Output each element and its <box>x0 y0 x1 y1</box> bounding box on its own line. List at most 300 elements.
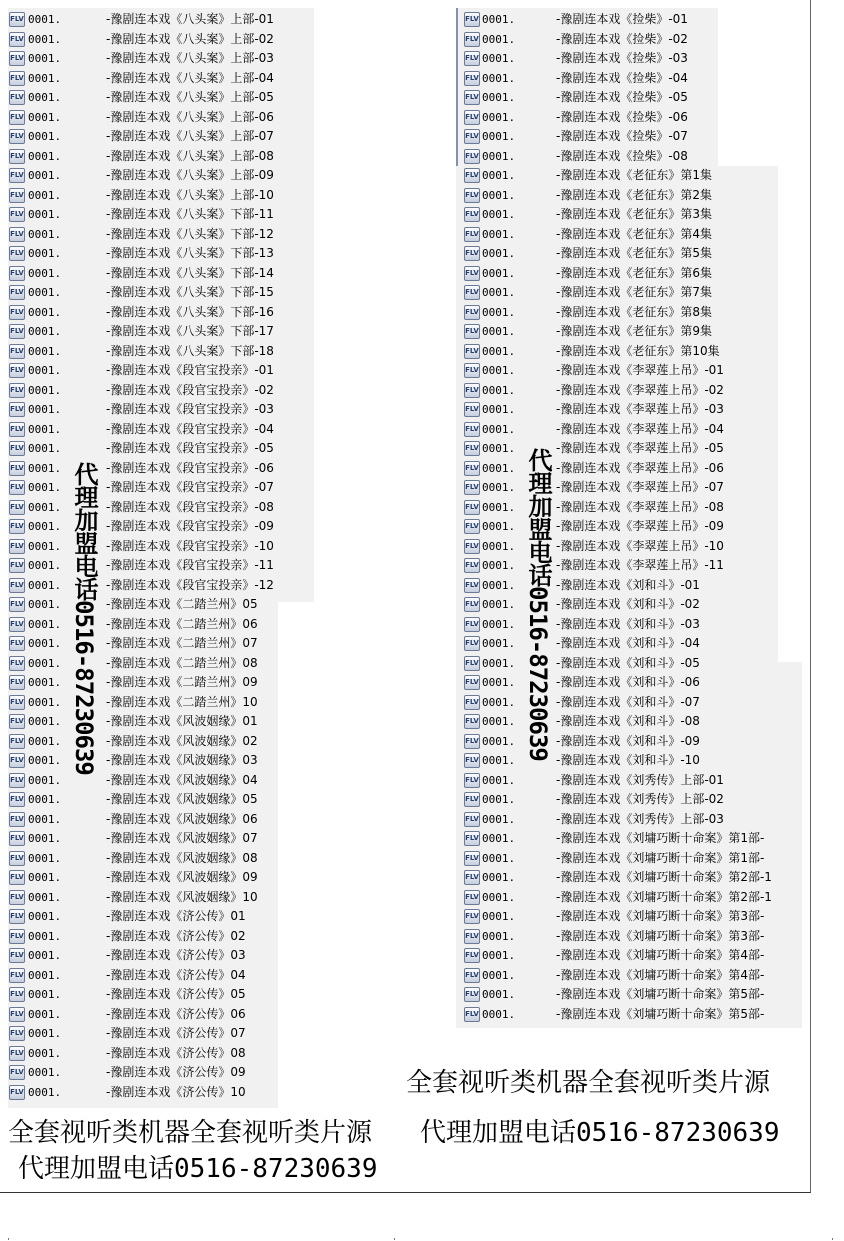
flv-file-icon: FLV <box>464 305 480 320</box>
file-number: 0001. <box>482 286 516 299</box>
flv-file-icon: FLV <box>464 734 480 749</box>
file-number: 0001. <box>482 559 516 572</box>
file-title: -豫剧连本戏《济公传》02 <box>106 928 246 943</box>
file-title: -豫剧连本戏《李翠莲上吊》-08 <box>556 499 724 514</box>
file-row[interactable] <box>392 381 810 401</box>
file-row[interactable] <box>0 108 392 128</box>
flv-file-icon: FLV <box>9 324 25 339</box>
file-number: 0001. <box>28 812 62 826</box>
flv-file-icon: FLV <box>9 461 25 476</box>
flv-file-icon: FLV <box>464 168 480 183</box>
file-number: 0001. <box>482 461 516 475</box>
left-caption-slogan: 全套视听类机器全套视听类片源 <box>8 1118 373 1148</box>
file-number: 0001. <box>28 871 62 884</box>
bottom-tick-mark <box>394 1238 395 1240</box>
flv-file-icon: FLV <box>464 461 480 476</box>
file-title: -豫剧连本戏《捡柴》-07 <box>556 129 688 143</box>
file-row[interactable] <box>392 420 810 440</box>
file-number: 0001. <box>28 130 62 143</box>
flv-file-icon: FLV <box>9 246 25 261</box>
file-row[interactable] <box>0 147 392 167</box>
file-row[interactable] <box>392 829 810 849</box>
file-title: -豫剧连本戏《刘墉巧断十命案》第3部- <box>556 928 765 943</box>
file-title: -豫剧连本戏《段官宝投亲》-06 <box>106 460 274 475</box>
file-title: -豫剧连本戏《刘墉巧断十命案》第1部- <box>556 850 765 865</box>
file-row[interactable] <box>392 654 810 674</box>
flv-file-icon: FLV <box>9 1007 25 1022</box>
file-title: -豫剧连本戏《刘墉巧断十命案》第5部- <box>556 1006 765 1021</box>
file-title: -豫剧连本戏《八头案》上部-06 <box>106 109 274 124</box>
file-number: 0001. <box>482 188 516 202</box>
file-row[interactable] <box>0 49 392 69</box>
file-row[interactable] <box>392 790 810 810</box>
flv-file-icon: FLV <box>464 90 480 105</box>
file-title: -豫剧连本戏《刘墉巧断十命案》第3部- <box>556 909 765 923</box>
flv-file-icon: FLV <box>9 558 25 573</box>
file-number: 0001. <box>482 422 516 436</box>
file-row[interactable] <box>0 420 392 440</box>
file-title: -豫剧连本戏《捡柴》-04 <box>556 70 688 85</box>
file-row[interactable] <box>0 751 392 771</box>
file-row[interactable] <box>392 985 810 1005</box>
file-number: 0001. <box>28 520 62 533</box>
file-number: 0001. <box>482 1007 516 1021</box>
file-title: -豫剧连本戏《八头案》下部-13 <box>106 246 274 260</box>
file-row[interactable] <box>0 244 392 264</box>
file-row[interactable] <box>392 186 810 206</box>
file-number: 0001. <box>482 520 516 533</box>
file-title: -豫剧连本戏《八头案》下部-15 <box>106 285 274 299</box>
file-number: 0001. <box>482 247 516 260</box>
file-row[interactable] <box>0 439 392 459</box>
file-row[interactable] <box>0 927 392 947</box>
file-number: 0001. <box>482 754 516 767</box>
file-row[interactable] <box>392 205 810 225</box>
file-row[interactable] <box>392 927 810 947</box>
flv-file-icon: FLV <box>9 578 25 593</box>
file-row[interactable] <box>392 751 810 771</box>
flv-file-icon: FLV <box>464 792 480 807</box>
file-row[interactable] <box>0 693 392 713</box>
flv-file-icon: FLV <box>9 383 25 398</box>
file-row[interactable] <box>392 576 810 596</box>
flv-file-icon: FLV <box>9 402 25 417</box>
flv-file-icon: FLV <box>464 71 480 86</box>
flv-file-icon: FLV <box>9 987 25 1002</box>
file-row[interactable] <box>392 517 810 537</box>
file-row[interactable] <box>0 732 392 752</box>
flv-file-icon: FLV <box>464 12 480 27</box>
file-row[interactable] <box>392 966 810 986</box>
file-number: 0001. <box>28 500 62 514</box>
file-row[interactable] <box>0 1024 392 1044</box>
file-row[interactable] <box>392 478 810 498</box>
file-row[interactable] <box>0 556 392 576</box>
file-number: 0001. <box>28 344 62 358</box>
file-row[interactable] <box>0 69 392 89</box>
file-number: 0001. <box>482 539 516 553</box>
file-row[interactable] <box>0 381 392 401</box>
file-title: -豫剧连本戏《老征东》第1集 <box>556 168 712 182</box>
file-title: -豫剧连本戏《济公传》05 <box>106 987 246 1001</box>
file-number: 0001. <box>28 910 62 923</box>
file-row[interactable] <box>0 498 392 518</box>
flv-file-icon: FLV <box>464 948 480 963</box>
file-number: 0001. <box>482 968 516 982</box>
file-row[interactable] <box>0 1044 392 1064</box>
file-number: 0001. <box>28 364 62 377</box>
file-row[interactable] <box>392 361 810 381</box>
file-row[interactable] <box>0 186 392 206</box>
file-number: 0001. <box>28 968 62 982</box>
file-title: -豫剧连本戏《风波姻缘》01 <box>106 714 258 728</box>
file-title: -豫剧连本戏《老征东》第3集 <box>556 207 712 221</box>
file-row[interactable] <box>392 907 810 927</box>
file-row[interactable] <box>0 907 392 927</box>
file-number: 0001. <box>482 383 516 397</box>
file-row[interactable] <box>392 30 810 50</box>
file-row[interactable] <box>0 264 392 284</box>
file-number: 0001. <box>482 266 516 280</box>
file-title: -豫剧连本戏《捡柴》-02 <box>556 31 688 46</box>
flv-file-icon: FLV <box>464 812 480 827</box>
file-number: 0001. <box>482 578 516 592</box>
file-title: -豫剧连本戏《李翠莲上吊》-07 <box>556 480 724 494</box>
flv-file-icon: FLV <box>9 617 25 632</box>
file-row[interactable] <box>392 244 810 264</box>
right-vertical-watermark: 代理加盟电话0516-87230639 <box>524 448 552 761</box>
file-number: 0001. <box>28 578 62 592</box>
file-title: -豫剧连本戏《二踏兰州》08 <box>106 655 258 670</box>
file-number: 0001. <box>28 773 62 787</box>
file-title: -豫剧连本戏《刘和斗》-03 <box>556 616 700 631</box>
file-title: -豫剧连本戏《济公传》06 <box>106 1006 246 1021</box>
file-number: 0001. <box>28 890 62 904</box>
file-number: 0001. <box>28 929 62 943</box>
flv-file-icon: FLV <box>9 344 25 359</box>
file-row[interactable] <box>0 634 392 654</box>
file-title: -豫剧连本戏《刘和斗》-06 <box>556 675 700 689</box>
file-row[interactable] <box>392 49 810 69</box>
flv-file-icon: FLV <box>464 578 480 593</box>
file-row[interactable] <box>392 537 810 557</box>
file-row[interactable] <box>392 108 810 128</box>
file-number: 0001. <box>28 832 62 845</box>
file-number: 0001. <box>28 598 62 611</box>
file-title: -豫剧连本戏《八头案》下部-14 <box>106 265 274 280</box>
file-title: -豫剧连本戏《二踏兰州》09 <box>106 675 258 689</box>
file-number: 0001. <box>482 715 516 728</box>
file-row[interactable] <box>0 517 392 537</box>
file-row[interactable] <box>0 810 392 830</box>
file-row[interactable] <box>0 615 392 635</box>
file-row[interactable] <box>0 30 392 50</box>
file-row[interactable] <box>392 946 810 966</box>
file-number: 0001. <box>28 793 62 806</box>
file-number: 0001. <box>482 832 516 845</box>
file-row[interactable] <box>0 361 392 381</box>
flv-file-icon: FLV <box>9 1085 25 1100</box>
file-row[interactable] <box>392 556 810 576</box>
flv-file-icon: FLV <box>464 324 480 339</box>
file-row[interactable] <box>0 127 392 147</box>
file-title: -豫剧连本戏《八头案》上部-02 <box>106 31 274 46</box>
file-row[interactable] <box>392 400 810 420</box>
flv-file-icon: FLV <box>464 597 480 612</box>
file-number: 0001. <box>28 1085 62 1099</box>
file-title: -豫剧连本戏《八头案》下部-12 <box>106 226 274 241</box>
file-title: -豫剧连本戏《八头案》上部-07 <box>106 129 274 143</box>
file-number: 0001. <box>28 656 62 670</box>
file-row[interactable] <box>392 693 810 713</box>
file-title: -豫剧连本戏《刘墉巧断十命案》第1部- <box>556 831 765 845</box>
file-title: -豫剧连本戏《八头案》下部-17 <box>106 324 274 338</box>
flv-file-icon: FLV <box>9 500 25 515</box>
file-row[interactable] <box>392 264 810 284</box>
file-row[interactable] <box>392 127 810 147</box>
file-row[interactable] <box>0 166 392 186</box>
file-row[interactable] <box>392 322 810 342</box>
flv-file-icon: FLV <box>464 929 480 944</box>
file-row[interactable] <box>0 459 392 479</box>
file-row[interactable] <box>392 888 810 908</box>
file-title: -豫剧连本戏《刘秀传》上部-01 <box>556 772 724 787</box>
file-number: 0001. <box>482 442 516 455</box>
flv-file-icon: FLV <box>464 656 480 671</box>
file-number: 0001. <box>28 383 62 397</box>
file-row[interactable] <box>0 1005 392 1025</box>
file-row[interactable] <box>392 498 810 518</box>
flv-file-icon: FLV <box>9 695 25 710</box>
flv-file-icon: FLV <box>9 227 25 242</box>
flv-file-icon: FLV <box>464 129 480 144</box>
file-row[interactable] <box>0 985 392 1005</box>
file-row[interactable] <box>392 342 810 362</box>
file-number: 0001. <box>482 988 516 1001</box>
flv-file-icon: FLV <box>464 500 480 515</box>
file-title: -豫剧连本戏《刘秀传》上部-03 <box>556 811 724 826</box>
file-title: -豫剧连本戏《李翠莲上吊》-05 <box>556 441 724 455</box>
file-row[interactable] <box>0 595 392 615</box>
file-number: 0001. <box>482 929 516 943</box>
file-title: -豫剧连本戏《八头案》上部-04 <box>106 70 274 85</box>
file-row[interactable] <box>392 69 810 89</box>
file-row[interactable] <box>392 712 810 732</box>
file-number: 0001. <box>482 305 516 319</box>
flv-file-icon: FLV <box>9 207 25 222</box>
file-number: 0001. <box>28 695 62 709</box>
file-title: -豫剧连本戏《李翠莲上吊》-04 <box>556 421 724 436</box>
file-title: -豫剧连本戏《李翠莲上吊》-11 <box>556 558 724 572</box>
file-row[interactable] <box>392 634 810 654</box>
file-number: 0001. <box>482 637 516 650</box>
file-row[interactable] <box>0 342 392 362</box>
file-number: 0001. <box>482 890 516 904</box>
flv-file-icon: FLV <box>9 188 25 203</box>
file-row[interactable] <box>0 225 392 245</box>
file-row[interactable] <box>0 400 392 420</box>
file-number: 0001. <box>482 149 516 163</box>
file-number: 0001. <box>28 52 62 65</box>
flv-file-icon: FLV <box>464 831 480 846</box>
flv-file-icon: FLV <box>9 656 25 671</box>
file-title: -豫剧连本戏《段官宝投亲》-07 <box>106 480 274 494</box>
flv-file-icon: FLV <box>9 1026 25 1041</box>
file-row[interactable] <box>0 537 392 557</box>
flv-file-icon: FLV <box>9 110 25 125</box>
file-number: 0001. <box>28 32 62 46</box>
file-title: -豫剧连本戏《八头案》下部-11 <box>106 207 274 221</box>
file-row[interactable] <box>0 849 392 869</box>
file-title: -豫剧连本戏《二踏兰州》05 <box>106 597 258 611</box>
file-number: 0001. <box>482 910 516 923</box>
file-number: 0001. <box>28 227 62 241</box>
file-number: 0001. <box>28 13 62 26</box>
flv-file-icon: FLV <box>464 714 480 729</box>
file-number: 0001. <box>482 169 516 182</box>
file-title: -豫剧连本戏《李翠莲上吊》-06 <box>556 460 724 475</box>
file-title: -豫剧连本戏《捡柴》-08 <box>556 148 688 163</box>
file-row[interactable] <box>0 868 392 888</box>
file-row[interactable] <box>0 654 392 674</box>
file-number: 0001. <box>28 461 62 475</box>
file-number: 0001. <box>28 1007 62 1021</box>
file-title: -豫剧连本戏《刘和斗》-07 <box>556 694 700 709</box>
flv-file-icon: FLV <box>9 948 25 963</box>
file-number: 0001. <box>28 91 62 104</box>
file-row[interactable] <box>392 439 810 459</box>
file-row[interactable] <box>0 205 392 225</box>
file-row[interactable] <box>392 732 810 752</box>
file-title: -豫剧连本戏《李翠莲上吊》-02 <box>556 382 724 397</box>
file-title: -豫剧连本戏《段官宝投亲》-12 <box>106 577 274 592</box>
file-row[interactable] <box>0 88 392 108</box>
file-row[interactable] <box>392 283 810 303</box>
file-title: -豫剧连本戏《济公传》01 <box>106 909 246 923</box>
file-row[interactable] <box>0 888 392 908</box>
file-row[interactable] <box>392 225 810 245</box>
file-title: -豫剧连本戏《济公传》10 <box>106 1084 246 1099</box>
file-title: -豫剧连本戏《刘和斗》-04 <box>556 636 700 650</box>
flv-file-icon: FLV <box>9 870 25 885</box>
file-title: -豫剧连本戏《捡柴》-05 <box>556 90 688 104</box>
file-row[interactable] <box>392 615 810 635</box>
file-row[interactable] <box>0 712 392 732</box>
file-number: 0001. <box>482 656 516 670</box>
file-number: 0001. <box>482 110 516 124</box>
file-row[interactable] <box>0 771 392 791</box>
file-title: -豫剧连本戏《老征东》第10集 <box>556 343 720 358</box>
file-title: -豫剧连本戏《刘和斗》-02 <box>556 597 700 611</box>
file-row[interactable] <box>0 478 392 498</box>
file-row[interactable] <box>0 10 392 30</box>
flv-file-icon: FLV <box>464 227 480 242</box>
file-row[interactable] <box>0 576 392 596</box>
file-row[interactable] <box>392 166 810 186</box>
file-number: 0001. <box>482 71 516 85</box>
file-number: 0001. <box>482 598 516 611</box>
file-number: 0001. <box>482 871 516 884</box>
file-row[interactable] <box>392 810 810 830</box>
file-title: -豫剧连本戏《李翠莲上吊》-01 <box>556 363 724 377</box>
flv-file-icon: FLV <box>9 71 25 86</box>
flv-file-icon: FLV <box>9 968 25 983</box>
file-row[interactable] <box>392 88 810 108</box>
file-row[interactable] <box>392 459 810 479</box>
file-title: -豫剧连本戏《老征东》第4集 <box>556 226 712 241</box>
file-row[interactable] <box>392 1005 810 1025</box>
file-title: -豫剧连本戏《刘墉巧断十命案》第4部- <box>556 967 765 982</box>
file-title: -豫剧连本戏《八头案》上部-05 <box>106 90 274 104</box>
file-row[interactable] <box>392 849 810 869</box>
file-number: 0001. <box>482 364 516 377</box>
file-row[interactable] <box>0 790 392 810</box>
file-row[interactable] <box>392 673 810 693</box>
file-number: 0001. <box>482 344 516 358</box>
file-number: 0001. <box>482 32 516 46</box>
file-title: -豫剧连本戏《老征东》第7集 <box>556 285 712 299</box>
file-row[interactable] <box>0 1083 392 1103</box>
flv-file-icon: FLV <box>464 695 480 710</box>
flv-file-icon: FLV <box>9 441 25 456</box>
file-row[interactable] <box>392 868 810 888</box>
file-number: 0001. <box>28 286 62 299</box>
file-row[interactable] <box>392 595 810 615</box>
file-row[interactable] <box>0 946 392 966</box>
file-title: -豫剧连本戏《刘墉巧断十命案》第5部- <box>556 987 765 1001</box>
file-title: -豫剧连本戏《风波姻缘》02 <box>106 733 258 748</box>
flv-file-icon: FLV <box>9 363 25 378</box>
file-number: 0001. <box>28 754 62 767</box>
file-row[interactable] <box>392 10 810 30</box>
file-row[interactable] <box>0 673 392 693</box>
file-number: 0001. <box>482 949 516 962</box>
file-title: -豫剧连本戏《风波姻缘》10 <box>106 889 258 904</box>
flv-file-icon: FLV <box>9 675 25 690</box>
file-row[interactable] <box>392 303 810 323</box>
flv-file-icon: FLV <box>464 870 480 885</box>
file-row[interactable] <box>392 147 810 167</box>
file-number: 0001. <box>28 988 62 1001</box>
flv-file-icon: FLV <box>9 714 25 729</box>
file-row[interactable] <box>0 303 392 323</box>
file-row[interactable] <box>0 1063 392 1083</box>
flv-file-icon: FLV <box>464 188 480 203</box>
file-title: -豫剧连本戏《济公传》07 <box>106 1026 246 1040</box>
flv-file-icon: FLV <box>464 246 480 261</box>
file-number: 0001. <box>28 637 62 650</box>
flv-file-icon: FLV <box>464 266 480 281</box>
file-row[interactable] <box>0 829 392 849</box>
flv-file-icon: FLV <box>9 305 25 320</box>
flv-file-icon: FLV <box>464 402 480 417</box>
file-title: -豫剧连本戏《八头案》下部-16 <box>106 304 274 319</box>
flv-file-icon: FLV <box>464 207 480 222</box>
file-row[interactable] <box>392 771 810 791</box>
file-title: -豫剧连本戏《风波姻缘》08 <box>106 850 258 865</box>
flv-file-icon: FLV <box>464 1007 480 1022</box>
file-row[interactable] <box>0 322 392 342</box>
file-number: 0001. <box>28 266 62 280</box>
file-title: -豫剧连本戏《段官宝投亲》-01 <box>106 363 274 377</box>
left-vertical-watermark: 代理加盟电话0516-87230639 <box>70 462 98 775</box>
file-row[interactable] <box>0 966 392 986</box>
file-row[interactable] <box>0 283 392 303</box>
file-title: -豫剧连本戏《段官宝投亲》-02 <box>106 382 274 397</box>
flv-file-icon: FLV <box>9 597 25 612</box>
file-number: 0001. <box>28 208 62 221</box>
flv-file-icon: FLV <box>464 987 480 1002</box>
